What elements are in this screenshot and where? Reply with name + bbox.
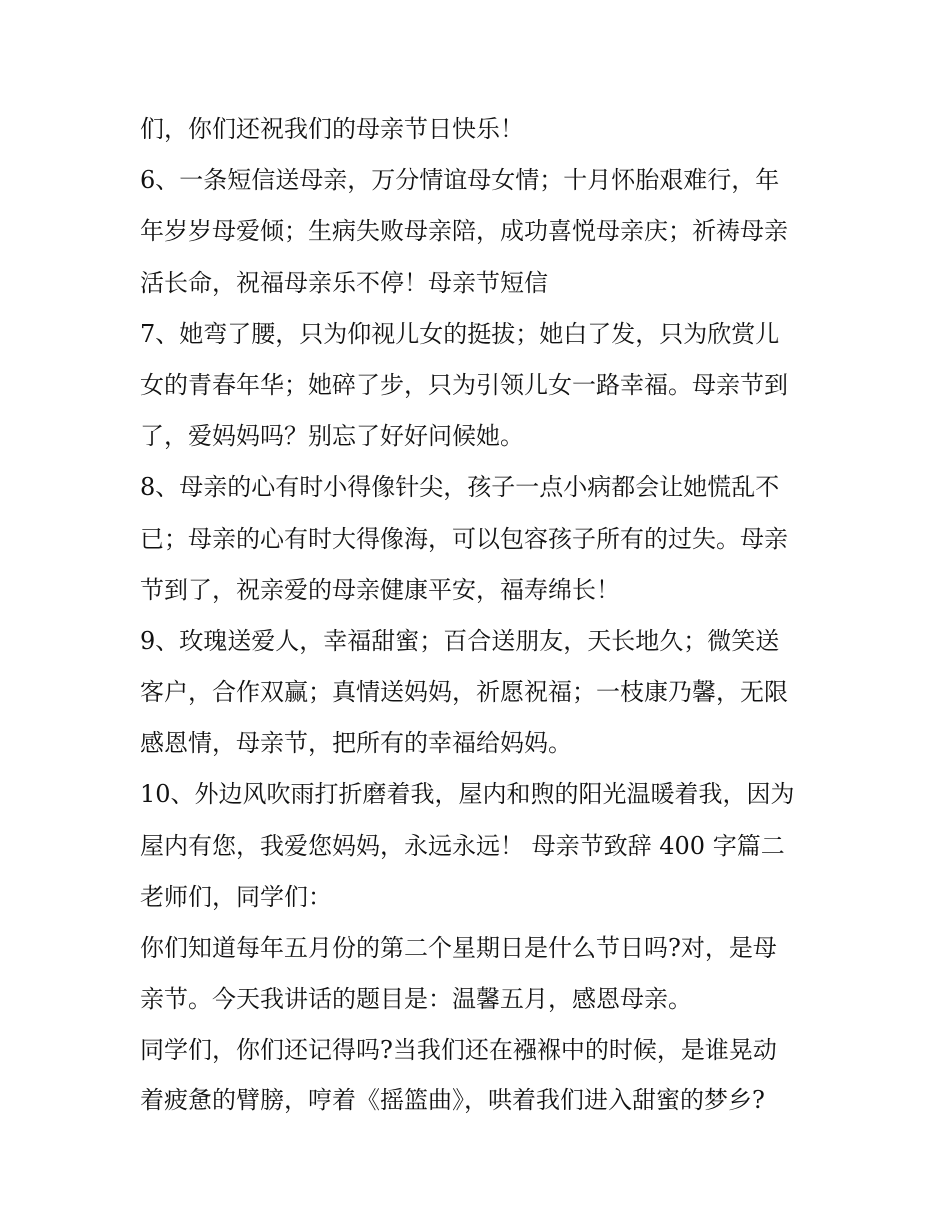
text-line-10: 节到了，祝亲爱的母亲健康平安，福寿绵长！	[140, 575, 620, 604]
text-line-16: 老师们，同学们：	[140, 882, 332, 911]
text-line-12: 客户，合作双赢；真情送妈妈，祈愿祝福；一枝康乃馨，无限	[140, 678, 788, 707]
text-line-7: 了，爱妈妈吗？别忘了好好问候她。	[140, 422, 524, 451]
text-line-17: 你们知道每年五月份的第二个星期日是什么节日吗?对，是母	[140, 934, 777, 962]
text-line-5: 7、她弯了腰，只为仰视儿女的挺拔；她白了发，只为欣赏儿	[140, 319, 780, 348]
text-line-15: 屋内有您，我爱您妈妈，永远永远！ 母亲节致辞 400 字篇二	[140, 831, 785, 860]
text-line-8: 8、母亲的心有时小得像针尖，孩子一点小病都会让她慌乱不	[140, 473, 780, 502]
text-line-3: 年岁岁母爱倾；生病失败母亲陪，成功喜悦母亲庆；祈祷母亲	[140, 217, 788, 246]
document-body	[140, 104, 820, 1123]
text-line-9: 已；母亲的心有时大得像海，可以包容孩子所有的过失。母亲	[140, 524, 788, 553]
text-line-11: 9、玫瑰送爱人，幸福甜蜜；百合送朋友，天长地久；微笑送	[140, 626, 780, 655]
text-line-14: 10、外边风吹雨打折磨着我，屋内和煦的阳光温暖着我，因为	[140, 780, 795, 809]
text-line-6: 女的青春年华；她碎了步，只为引领儿女一路幸福。母亲节到	[140, 370, 788, 399]
text-line-19: 同学们，你们还记得吗?当我们还在襁褓中的时候，是谁晃动	[140, 1036, 777, 1065]
text-line-2: 6、一条短信送母亲，万分情谊母女情；十月怀胎艰难行，年	[140, 166, 780, 195]
text-line-13: 感恩情，母亲节，把所有的幸福给妈妈。	[140, 729, 572, 758]
text-line-18: 亲节。今天我讲话的题目是：温馨五月，感恩母亲。	[140, 985, 692, 1014]
text-line-20: 着疲惫的臂膀，哼着《摇篮曲》，哄着我们进入甜蜜的梦乡?	[140, 1085, 765, 1114]
text-line-1: 们，你们还祝我们的母亲节日快乐！	[140, 115, 524, 143]
text-line-4: 活长命，祝福母亲乐不停！母亲节短信	[140, 268, 548, 297]
